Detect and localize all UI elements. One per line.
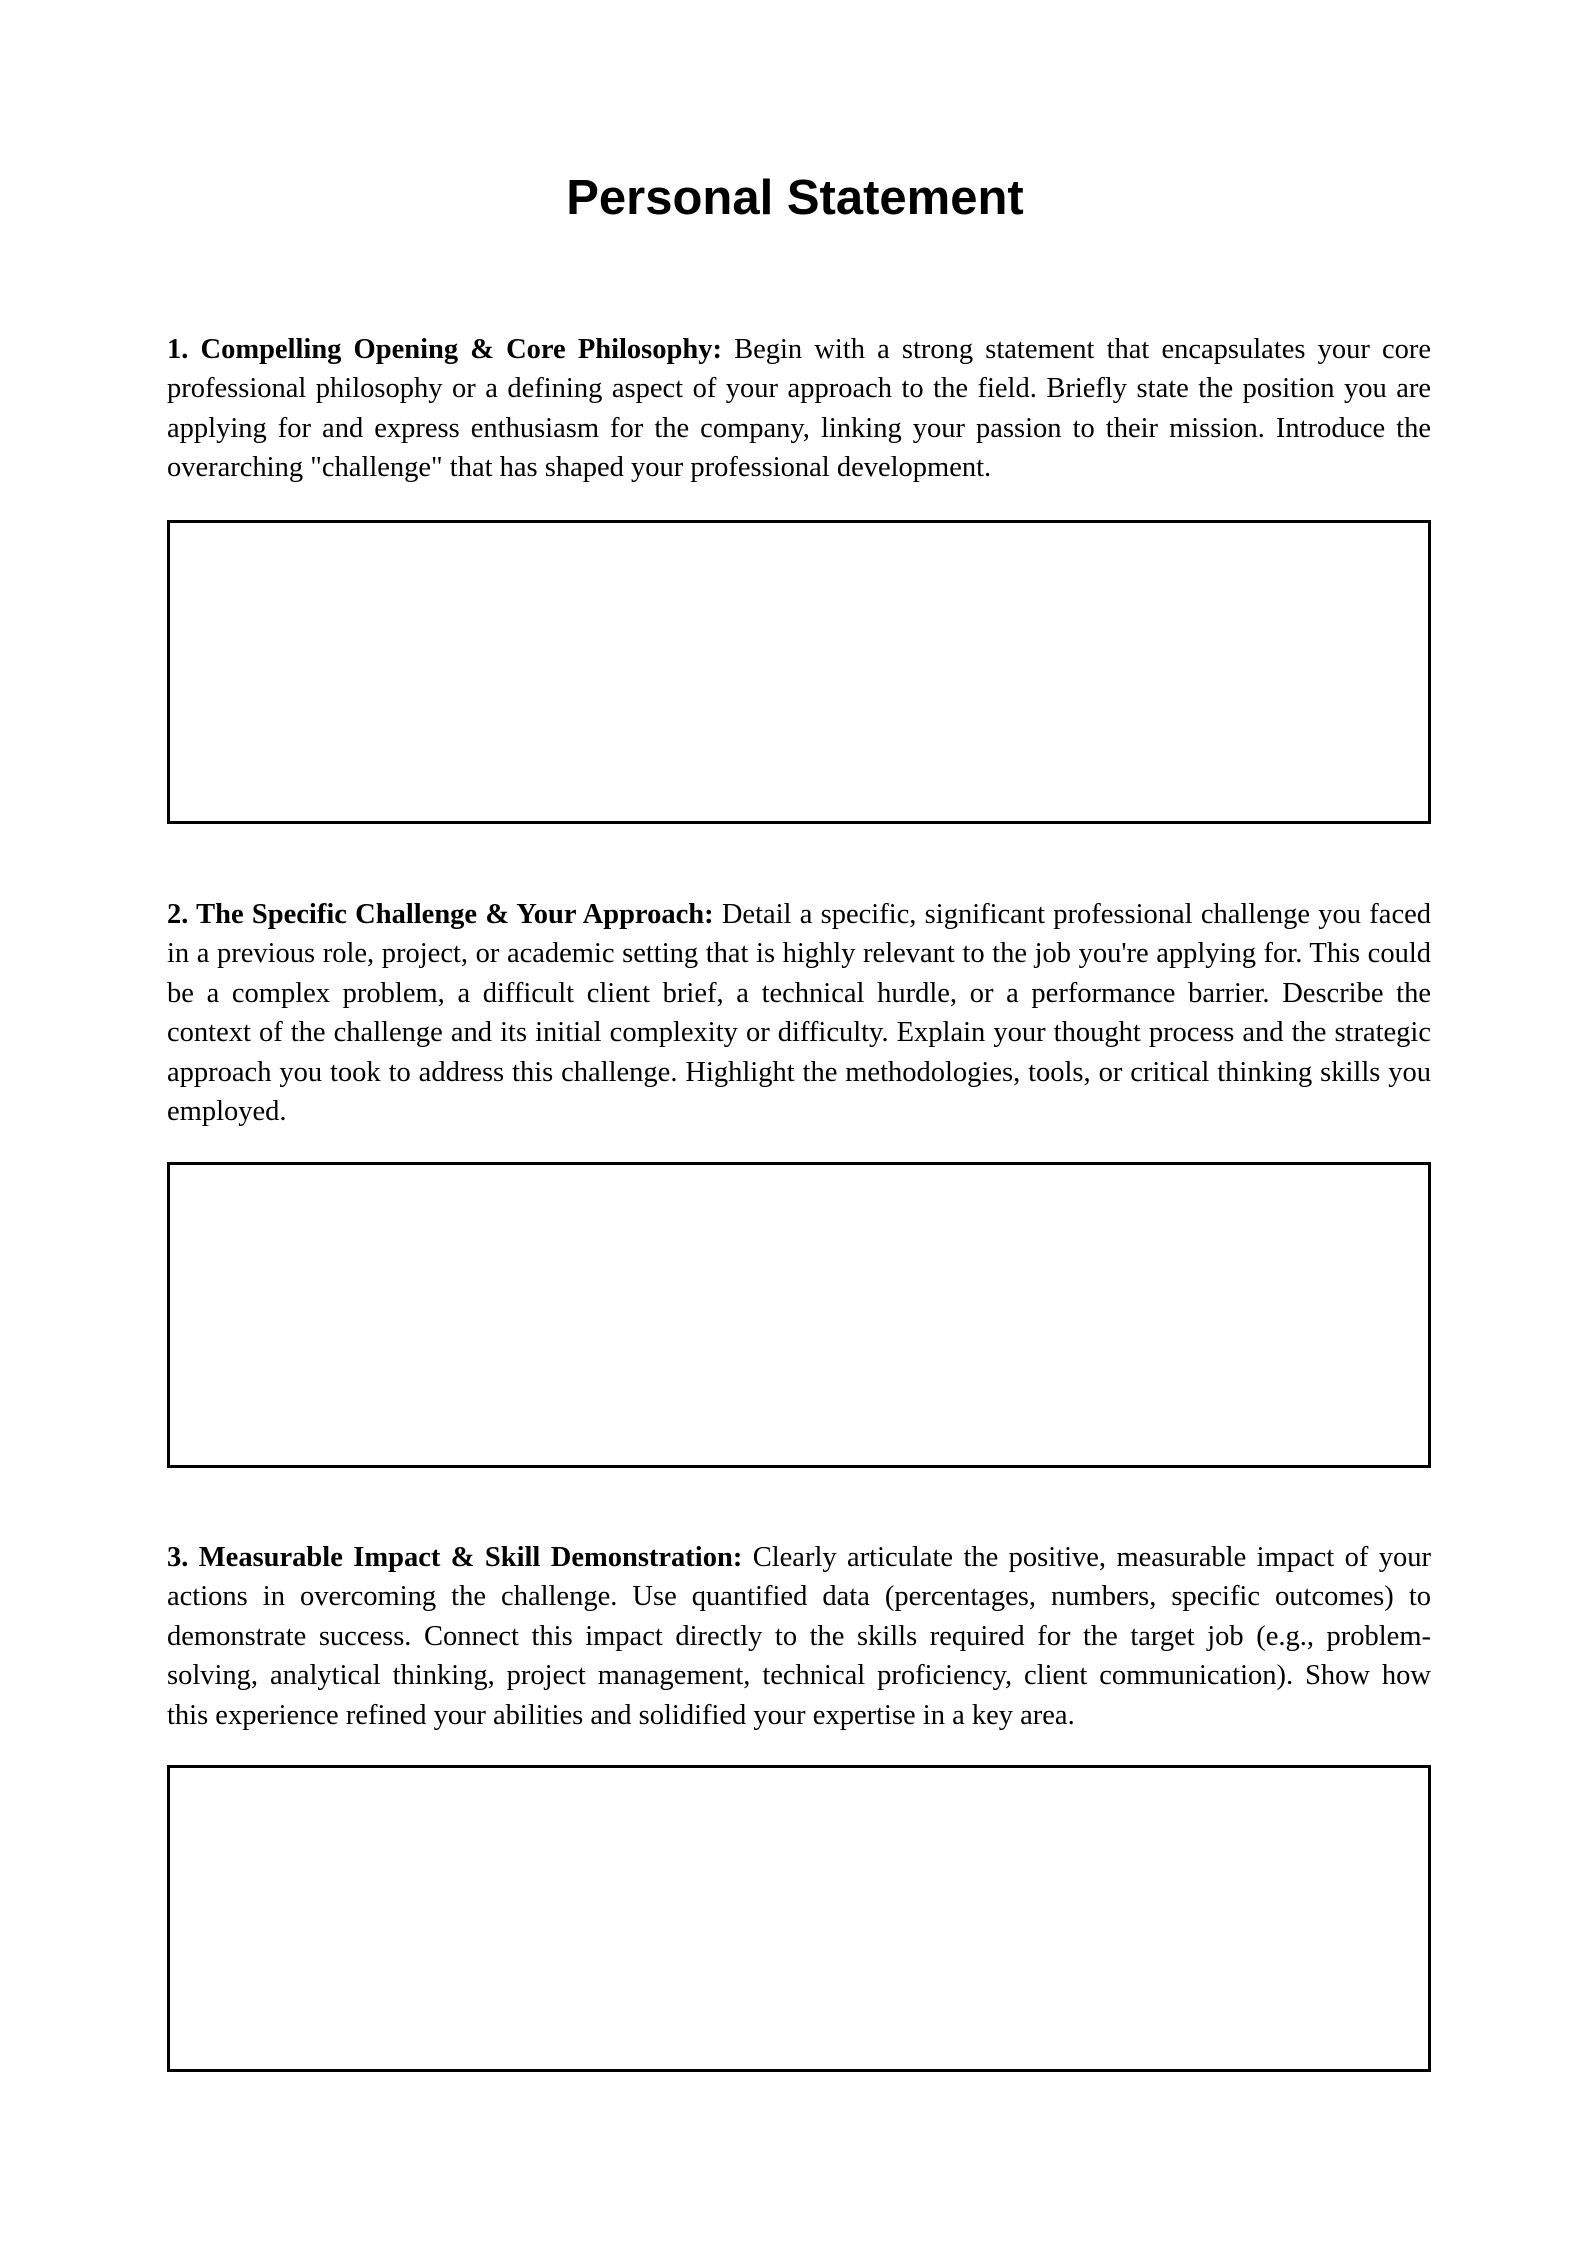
section-measurable-impact xyxy=(167,1538,1431,1735)
section-body: Detail a specific, significant professional challenge you faced in a previous role, project, or academic setting that is highly relevant to the job you're applying for. This could be a complex problem, a difficult client brief, a technical hurdle, or a performance barrier. Describe the context of the challenge and its initial complexity or difficulty. Explain your thought process and the strategic approach you took to address this challenge. Highlight the methodologies, tools, or critical thinking skills you employed. xyxy=(167,899,1431,1128)
section-body: Clearly articulate the positive, measurable impact of your actions in overcoming the challenge. Use quantified data (percentages, numbers, specific outcomes) to demonstrate success. Connect this impact directly to the skills required for the target job (e.g., problem-solving, analytical thinking, project management, technical proficiency, client communication). Show how this experience refined your abilities and solidified your expertise in a key area. xyxy=(167,1542,1432,1731)
section-body: Begin with a strong statement that encapsulates your core professional philosophy or a defining aspect of your approach to the field. Briefly state the position you are applying for and express enthusiasm for the company, linking your passion to their mission. Introduce the overarching "challenge" that has shaped your professional development. xyxy=(167,334,1432,484)
answer-box-specific-challenge[interactable] xyxy=(167,1162,1431,1468)
section-heading: 1. Compelling Opening & Core Philosophy: xyxy=(167,334,722,365)
answer-box-compelling-opening[interactable] xyxy=(167,520,1431,824)
section-prompt xyxy=(167,1538,1431,1735)
page-title: Personal Statement xyxy=(566,171,1024,225)
section-heading: 3. Measurable Impact & Skill Demonstration: xyxy=(167,1542,743,1573)
section-compelling-opening xyxy=(167,330,1431,488)
section-heading: 2. The Specific Challenge & Your Approach: xyxy=(167,899,714,930)
answer-box-measurable-impact[interactable] xyxy=(167,1765,1431,2072)
section-specific-challenge xyxy=(167,895,1431,1131)
section-prompt xyxy=(167,330,1431,488)
section-prompt xyxy=(167,895,1431,1131)
